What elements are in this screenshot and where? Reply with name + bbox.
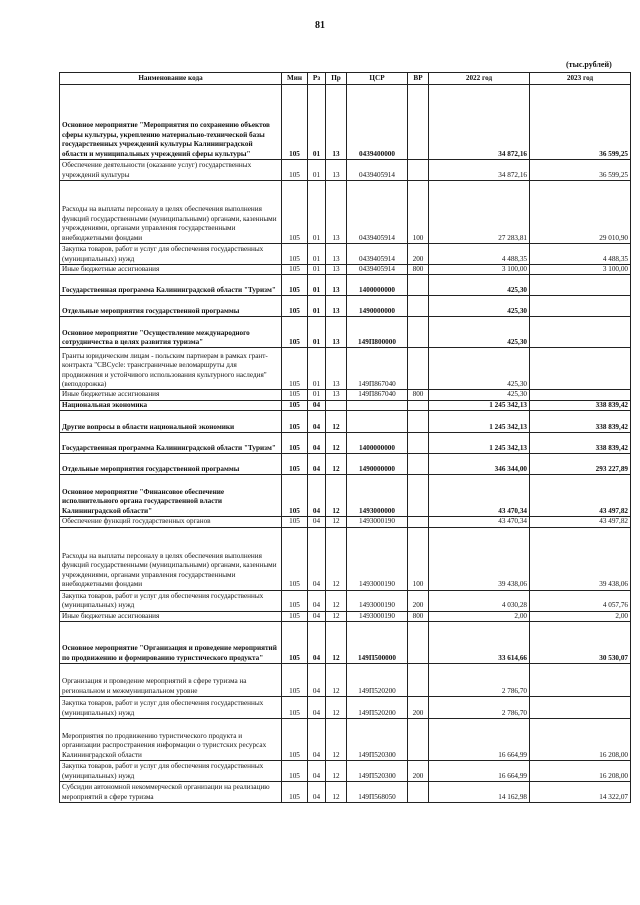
row-pr: 12 (326, 517, 347, 527)
row-csr: 149П520200 (347, 697, 408, 719)
row-pr: 13 (326, 265, 347, 275)
row-pr: 13 (326, 85, 347, 160)
row-name: Иные бюджетные ассигнования (60, 265, 282, 275)
row-rz: 04 (308, 527, 326, 590)
row-pr: 13 (326, 244, 347, 265)
row-csr: 0439405914 (347, 244, 408, 265)
row-rz: 04 (308, 697, 326, 719)
row-csr (347, 411, 408, 433)
row-2022: 2,00 (429, 611, 530, 621)
row-2022: 425,30 (429, 296, 530, 317)
header-2023: 2023 год (530, 73, 631, 85)
row-2022: 39 438,06 (429, 527, 530, 590)
row-2022: 346 344,00 (429, 454, 530, 475)
row-rz: 04 (308, 611, 326, 621)
row-min: 105 (282, 265, 308, 275)
table-row (60, 590, 631, 611)
row-min: 105 (282, 761, 308, 782)
row-2023: 16 208,00 (530, 761, 631, 782)
row-csr: 149П867040 (347, 390, 408, 400)
row-name: Основное мероприятие "Организация и проведение мероприятий по продвижению и формированию туристического продукта" (60, 622, 282, 664)
table-row (60, 433, 631, 454)
table-row (60, 181, 631, 244)
row-2023 (530, 348, 631, 390)
row-vr (408, 622, 429, 664)
row-vr: 200 (408, 590, 429, 611)
row-2022: 1 245 342,13 (429, 411, 530, 433)
header-rz: Рз (308, 73, 326, 85)
row-2022: 34 872,16 (429, 160, 530, 181)
row-2023 (530, 664, 631, 697)
row-vr: 800 (408, 611, 429, 621)
row-2022: 425,30 (429, 348, 530, 390)
row-min: 105 (282, 622, 308, 664)
row-min: 105 (282, 317, 308, 348)
row-rz: 04 (308, 719, 326, 761)
row-pr: 12 (326, 622, 347, 664)
row-vr (408, 85, 429, 160)
row-name: Закупка товаров, работ и услуг для обеспечения государственных (муниципальных) нужд (60, 697, 282, 719)
row-rz: 01 (308, 181, 326, 244)
row-rz: 04 (308, 411, 326, 433)
row-vr (408, 454, 429, 475)
table-row (60, 664, 631, 697)
row-pr: 13 (326, 390, 347, 400)
header-min: Мин (282, 73, 308, 85)
table-row (60, 411, 631, 433)
row-rz: 04 (308, 664, 326, 697)
row-rz: 04 (308, 590, 326, 611)
row-rz: 01 (308, 317, 326, 348)
row-name: Обеспечение функций государственных органов (60, 517, 282, 527)
row-2023: 14 322,07 (530, 782, 631, 803)
row-csr: 1493000190 (347, 517, 408, 527)
row-2022: 16 664,99 (429, 719, 530, 761)
row-name: Иные бюджетные ассигнования (60, 611, 282, 621)
row-min: 105 (282, 160, 308, 181)
row-vr (408, 411, 429, 433)
row-vr (408, 719, 429, 761)
table-row (60, 622, 631, 664)
row-csr: 1490000000 (347, 296, 408, 317)
row-min: 105 (282, 433, 308, 454)
header-vr: ВР (408, 73, 429, 85)
row-csr: 149П500000 (347, 622, 408, 664)
row-rz: 01 (308, 348, 326, 390)
row-2022: 1 245 342,13 (429, 400, 530, 410)
row-name: Государственная программа Калининградской области "Туризм" (60, 275, 282, 296)
row-csr: 1400000000 (347, 275, 408, 296)
row-2022: 43 470,34 (429, 475, 530, 517)
row-2022: 425,30 (429, 317, 530, 348)
header-2022: 2022 год (429, 73, 530, 85)
row-vr (408, 348, 429, 390)
row-pr: 13 (326, 181, 347, 244)
row-min: 105 (282, 390, 308, 400)
row-pr: 12 (326, 697, 347, 719)
row-name: Основное мероприятие "Финансовое обеспечение исполнительного органа государственной власти Калининградской области" (60, 475, 282, 517)
row-pr: 12 (326, 719, 347, 761)
table-row (60, 317, 631, 348)
row-rz: 04 (308, 475, 326, 517)
row-vr: 200 (408, 761, 429, 782)
table-body (60, 85, 631, 803)
row-min: 105 (282, 85, 308, 160)
row-pr: 13 (326, 275, 347, 296)
row-2023: 36 599,25 (530, 160, 631, 181)
header-pr: Пр (326, 73, 347, 85)
row-name: Расходы на выплаты персоналу в целях обеспечения выполнения функций государственными (муниципальными) органами, казенными учреждениями, органами управления государственными внебюджетными фондами (60, 181, 282, 244)
table-row (60, 400, 631, 410)
table-row (60, 454, 631, 475)
row-csr: 1400000000 (347, 433, 408, 454)
table-row (60, 527, 631, 590)
page-number: 81 (315, 20, 325, 31)
row-2022: 16 664,99 (429, 761, 530, 782)
row-rz: 04 (308, 454, 326, 475)
row-rz: 01 (308, 160, 326, 181)
row-2022: 2 786,70 (429, 664, 530, 697)
row-csr: 0439405914 (347, 160, 408, 181)
row-vr (408, 296, 429, 317)
row-csr: 149П568050 (347, 782, 408, 803)
row-2023: 30 530,07 (530, 622, 631, 664)
row-pr: 13 (326, 296, 347, 317)
row-csr: 1493000190 (347, 590, 408, 611)
row-pr: 12 (326, 761, 347, 782)
row-pr: 12 (326, 454, 347, 475)
row-2023: 16 208,00 (530, 719, 631, 761)
row-2023: 43 497,82 (530, 517, 631, 527)
row-name: Отдельные мероприятия государственной программы (60, 454, 282, 475)
row-name: Национальная экономика (60, 400, 282, 410)
row-vr (408, 317, 429, 348)
row-csr: 1493000000 (347, 475, 408, 517)
row-csr: 0439405914 (347, 265, 408, 275)
row-2022: 4 488,35 (429, 244, 530, 265)
row-vr: 100 (408, 181, 429, 244)
table-row (60, 296, 631, 317)
row-2023: 39 438,06 (530, 527, 631, 590)
row-pr: 12 (326, 527, 347, 590)
row-pr: 13 (326, 317, 347, 348)
row-csr: 149П520200 (347, 664, 408, 697)
table-row (60, 390, 631, 400)
row-2022: 3 100,00 (429, 265, 530, 275)
row-2023 (530, 317, 631, 348)
row-name: Закупка товаров, работ и услуг для обеспечения государственных (муниципальных) нужд (60, 590, 282, 611)
row-2022: 1 245 342,13 (429, 433, 530, 454)
row-rz: 04 (308, 433, 326, 454)
table-row (60, 160, 631, 181)
row-pr: 12 (326, 782, 347, 803)
row-2022: 425,30 (429, 275, 530, 296)
row-2023: 293 227,89 (530, 454, 631, 475)
row-min: 105 (282, 719, 308, 761)
row-name: Государственная программа Калининградской области "Туризм" (60, 433, 282, 454)
row-csr: 0439400000 (347, 85, 408, 160)
row-min: 105 (282, 527, 308, 590)
row-min: 105 (282, 590, 308, 611)
row-min: 105 (282, 275, 308, 296)
row-2023: 43 497,82 (530, 475, 631, 517)
table-row (60, 517, 631, 527)
row-min: 105 (282, 611, 308, 621)
row-min: 105 (282, 181, 308, 244)
row-csr: 149П867040 (347, 348, 408, 390)
row-2022: 14 162,98 (429, 782, 530, 803)
row-vr: 200 (408, 697, 429, 719)
row-2022: 33 614,66 (429, 622, 530, 664)
row-2023 (530, 275, 631, 296)
row-2022: 34 872,16 (429, 85, 530, 160)
row-pr: 12 (326, 475, 347, 517)
row-rz: 01 (308, 244, 326, 265)
row-rz: 01 (308, 390, 326, 400)
row-pr: 12 (326, 664, 347, 697)
row-name: Расходы на выплаты персоналу в целях обеспечения выполнения функций государственными (муниципальными) органами, казенными учреждениями, органами управления государственными внебюджетными фондами (60, 527, 282, 590)
row-name: Другие вопросы в области национальной экономики (60, 411, 282, 433)
row-rz: 01 (308, 85, 326, 160)
row-csr: 149П520300 (347, 719, 408, 761)
row-vr (408, 400, 429, 410)
row-min: 105 (282, 244, 308, 265)
row-2023: 3 100,00 (530, 265, 631, 275)
table-row (60, 611, 631, 621)
row-name: Закупка товаров, работ и услуг для обеспечения государственных (муниципальных) нужд (60, 244, 282, 265)
row-min: 105 (282, 517, 308, 527)
row-vr: 800 (408, 265, 429, 275)
row-name: Субсидии автономной некоммерческой организации на реализацию мероприятий в сфере туризма (60, 782, 282, 803)
row-rz: 01 (308, 275, 326, 296)
row-rz: 04 (308, 761, 326, 782)
row-min: 105 (282, 454, 308, 475)
table-row (60, 475, 631, 517)
row-name: Обеспечение деятельности (оказание услуг) государственных учреждений культуры (60, 160, 282, 181)
row-2023: 2,00 (530, 611, 631, 621)
row-rz: 04 (308, 622, 326, 664)
budget-table (59, 72, 631, 803)
row-min: 105 (282, 697, 308, 719)
row-2022: 2 786,70 (429, 697, 530, 719)
row-csr: 1490000000 (347, 454, 408, 475)
table-header-row (60, 73, 631, 85)
row-2023: 29 010,90 (530, 181, 631, 244)
row-name: Основное мероприятие "Осуществление международного сотрудничества в целях развития туризма" (60, 317, 282, 348)
row-pr: 13 (326, 348, 347, 390)
row-2023: 338 839,42 (530, 433, 631, 454)
row-vr: 800 (408, 390, 429, 400)
row-2023: 4 057,76 (530, 590, 631, 611)
row-name: Закупка товаров, работ и услуг для обеспечения государственных (муниципальных) нужд (60, 761, 282, 782)
table-row (60, 275, 631, 296)
row-2023 (530, 296, 631, 317)
row-rz: 04 (308, 400, 326, 410)
row-min: 105 (282, 475, 308, 517)
row-rz: 01 (308, 296, 326, 317)
header-name: Наименование кода (60, 73, 282, 85)
row-name: Мероприятия по продвижению туристического продукта и организации распространения информации о туристских ресурсах Калининградской области (60, 719, 282, 761)
row-min: 105 (282, 348, 308, 390)
row-2023 (530, 390, 631, 400)
row-rz: 04 (308, 782, 326, 803)
row-pr: 12 (326, 611, 347, 621)
row-2022: 425,30 (429, 390, 530, 400)
row-vr (408, 433, 429, 454)
row-csr: 149П800000 (347, 317, 408, 348)
row-csr (347, 400, 408, 410)
row-vr: 200 (408, 244, 429, 265)
row-2022: 27 283,81 (429, 181, 530, 244)
row-pr: 12 (326, 433, 347, 454)
row-vr (408, 517, 429, 527)
row-2023 (530, 697, 631, 719)
table-row (60, 697, 631, 719)
row-pr: 12 (326, 590, 347, 611)
row-min: 105 (282, 296, 308, 317)
row-vr: 100 (408, 527, 429, 590)
row-csr: 1493000190 (347, 611, 408, 621)
row-name: Иные бюджетные ассигнования (60, 390, 282, 400)
row-min: 105 (282, 400, 308, 410)
units-label: (тыс.рублей) (566, 60, 612, 69)
table-row (60, 265, 631, 275)
row-rz: 04 (308, 517, 326, 527)
row-name: Гранты юридическим лицам - польским партнерам в рамках грант-контракта "CBCycle: трансграничные веломаршруты для продвижения и устойчивого использования культурного наследия" (веподорожка) (60, 348, 282, 390)
row-vr (408, 782, 429, 803)
row-2023: 36 599,25 (530, 85, 631, 160)
table-row (60, 719, 631, 761)
row-min: 105 (282, 411, 308, 433)
row-2023: 338 839,42 (530, 411, 631, 433)
row-rz: 01 (308, 265, 326, 275)
row-min: 105 (282, 782, 308, 803)
row-name: Основное мероприятие "Мероприятия по сохранению объектов сферы культуры, укреплению материально-технической базы государственных учреждений культуры Калининградской области и муниципальных учреждений сферы культуры" (60, 85, 282, 160)
row-pr (326, 400, 347, 410)
row-2023: 4 488,35 (530, 244, 631, 265)
table-row (60, 244, 631, 265)
row-vr (408, 160, 429, 181)
row-vr (408, 475, 429, 517)
table-row (60, 782, 631, 803)
row-vr (408, 664, 429, 697)
row-2022: 4 030,28 (429, 590, 530, 611)
row-name: Организация и проведение мероприятий в сфере туризма на региональном и межмуниципальном уровне (60, 664, 282, 697)
row-csr: 149П520300 (347, 761, 408, 782)
table-row (60, 85, 631, 160)
row-2023: 338 839,42 (530, 400, 631, 410)
row-name: Отдельные мероприятия государственной программы (60, 296, 282, 317)
table-row (60, 348, 631, 390)
row-2022: 43 470,34 (429, 517, 530, 527)
row-pr: 12 (326, 411, 347, 433)
row-csr: 0439405914 (347, 181, 408, 244)
row-pr: 13 (326, 160, 347, 181)
row-min: 105 (282, 664, 308, 697)
row-csr: 1493000190 (347, 527, 408, 590)
table-row (60, 761, 631, 782)
header-csr: ЦСР (347, 73, 408, 85)
row-vr (408, 275, 429, 296)
